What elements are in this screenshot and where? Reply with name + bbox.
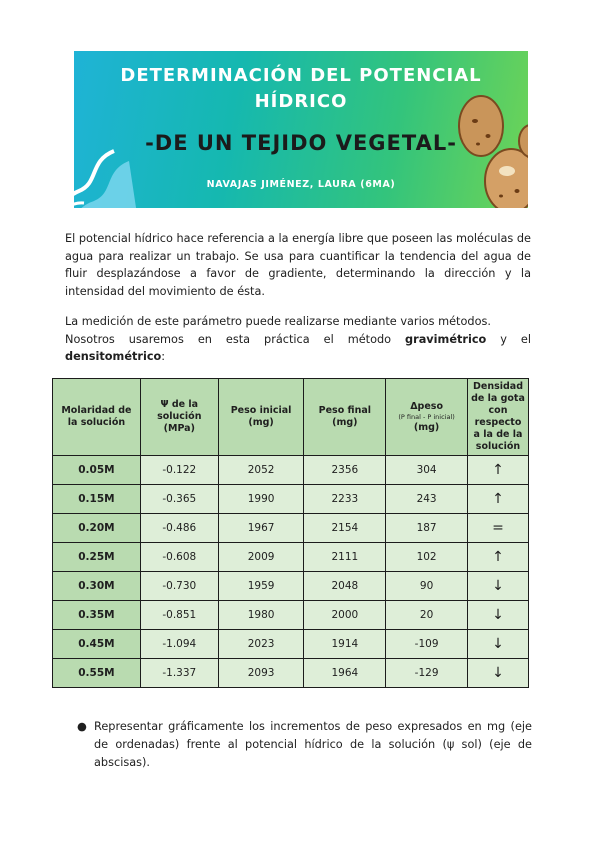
- cell-delta-weight: -109: [386, 630, 468, 659]
- banner-author: NAVAJAS JIMÉNEZ, LAURA (6MA): [206, 179, 396, 190]
- header-delta-weight: [386, 379, 468, 456]
- cell-molarity: 0.35M: [53, 601, 141, 630]
- cell-potential: -0.851: [140, 601, 218, 630]
- cell-molarity: 0.15M: [53, 485, 141, 514]
- table-row: [53, 514, 529, 543]
- header-final-weight: Peso final (mg): [304, 379, 386, 456]
- method-gravimetric: gravimétrico: [405, 332, 487, 346]
- header-initial-weight: Peso inicial (mg): [218, 379, 304, 456]
- cell-delta-weight: 20: [386, 601, 468, 630]
- cell-potential: -0.365: [140, 485, 218, 514]
- header-potential: Ψ de la solución (MPa): [140, 379, 218, 456]
- cell-molarity: 0.30M: [53, 572, 141, 601]
- cell-initial-weight: 2093: [218, 659, 304, 688]
- cell-density-arrow: ↑: [467, 456, 528, 485]
- bullet-dot: ●: [77, 720, 87, 733]
- cell-delta-weight: 102: [386, 543, 468, 572]
- cell-potential: -0.122: [140, 456, 218, 485]
- cell-delta-weight: 187: [386, 514, 468, 543]
- cell-final-weight: 2000: [304, 601, 386, 630]
- cell-potential: -0.486: [140, 514, 218, 543]
- cell-final-weight: 2233: [304, 485, 386, 514]
- method-densitometric: densitométrico: [65, 350, 162, 363]
- cell-final-weight: 2111: [304, 543, 386, 572]
- cell-molarity: 0.05M: [53, 456, 141, 485]
- table-header-row: [53, 379, 529, 456]
- cell-density-arrow: ↑: [467, 485, 528, 514]
- cell-initial-weight: 1967: [218, 514, 304, 543]
- cell-delta-weight: 90: [386, 572, 468, 601]
- banner-title-line2: HÍDRICO: [254, 91, 348, 112]
- cell-density-arrow: ↓: [467, 572, 528, 601]
- cell-final-weight: 2048: [304, 572, 386, 601]
- cell-molarity: 0.20M: [53, 514, 141, 543]
- cell-density-arrow: ↓: [467, 601, 528, 630]
- cell-potential: -1.337: [140, 659, 218, 688]
- task-text: Representar gráficamente los incrementos de peso expresados en mg (eje de ordenadas) frente al potencial hídrico de la solución (ψ sol) (eje de abscisas).: [94, 720, 532, 769]
- method-paragraph: [65, 313, 531, 366]
- table-row: [53, 659, 529, 688]
- table-row: [53, 572, 529, 601]
- method-line2-prefix: Nosotros usaremos en esta práctica el método: [65, 332, 406, 346]
- banner-subtitle: -DE UN TEJIDO VEGETAL-: [145, 131, 457, 155]
- table-row: [53, 630, 529, 659]
- cell-initial-weight: 1980: [218, 601, 304, 630]
- cell-initial-weight: 2023: [218, 630, 304, 659]
- header-molarity: Molaridad de la solución: [53, 379, 141, 456]
- cell-density-arrow: ↓: [467, 630, 528, 659]
- cell-molarity: 0.45M: [53, 630, 141, 659]
- method-suffix: :: [161, 350, 166, 363]
- cell-delta-weight: 304: [386, 456, 468, 485]
- results-table: [52, 378, 529, 688]
- cell-molarity: 0.55M: [53, 659, 141, 688]
- method-conj: y el: [486, 332, 531, 346]
- task-bullet-item: [77, 718, 532, 772]
- header-delta-main: Δpeso: [410, 400, 443, 412]
- table-row: [53, 485, 529, 514]
- banner-title-line1: DETERMINACIÓN DEL POTENCIAL: [120, 65, 482, 86]
- cell-initial-weight: 1959: [218, 572, 304, 601]
- header-density: Densidad de la gota con respecto a la de la solución: [467, 379, 528, 456]
- header-delta-formula: (P final - P inicial): [398, 412, 455, 421]
- cell-initial-weight: 2052: [218, 456, 304, 485]
- cell-final-weight: 1914: [304, 630, 386, 659]
- cell-potential: -0.608: [140, 543, 218, 572]
- cell-potential: -0.730: [140, 572, 218, 601]
- table-row: [53, 543, 529, 572]
- cell-delta-weight: -129: [386, 659, 468, 688]
- cell-final-weight: 1964: [304, 659, 386, 688]
- cell-final-weight: 2356: [304, 456, 386, 485]
- method-line2: [65, 331, 531, 366]
- cell-molarity: 0.25M: [53, 543, 141, 572]
- cell-initial-weight: 2009: [218, 543, 304, 572]
- cell-final-weight: 2154: [304, 514, 386, 543]
- table-row: [53, 456, 529, 485]
- table-row: [53, 601, 529, 630]
- cell-density-arrow: =: [467, 514, 528, 543]
- cell-density-arrow: ↑: [467, 543, 528, 572]
- cell-density-arrow: ↓: [467, 659, 528, 688]
- header-delta-unit: (mg): [413, 421, 440, 433]
- intro-paragraph: El potencial hídrico hace referencia a la energía libre que poseen las moléculas de agua para realizar un trabajo. Se usa para cuantificar la tendencia del agua de fluir desplazándose a favor de gradiente, determinando la dirección y la intensidad del movimiento de ésta.: [65, 232, 531, 298]
- cell-delta-weight: 243: [386, 485, 468, 514]
- cell-potential: -1.094: [140, 630, 218, 659]
- title-banner: [74, 51, 528, 208]
- method-line1: La medición de este parámetro puede realizarse mediante varios métodos.: [65, 315, 491, 328]
- cell-initial-weight: 1990: [218, 485, 304, 514]
